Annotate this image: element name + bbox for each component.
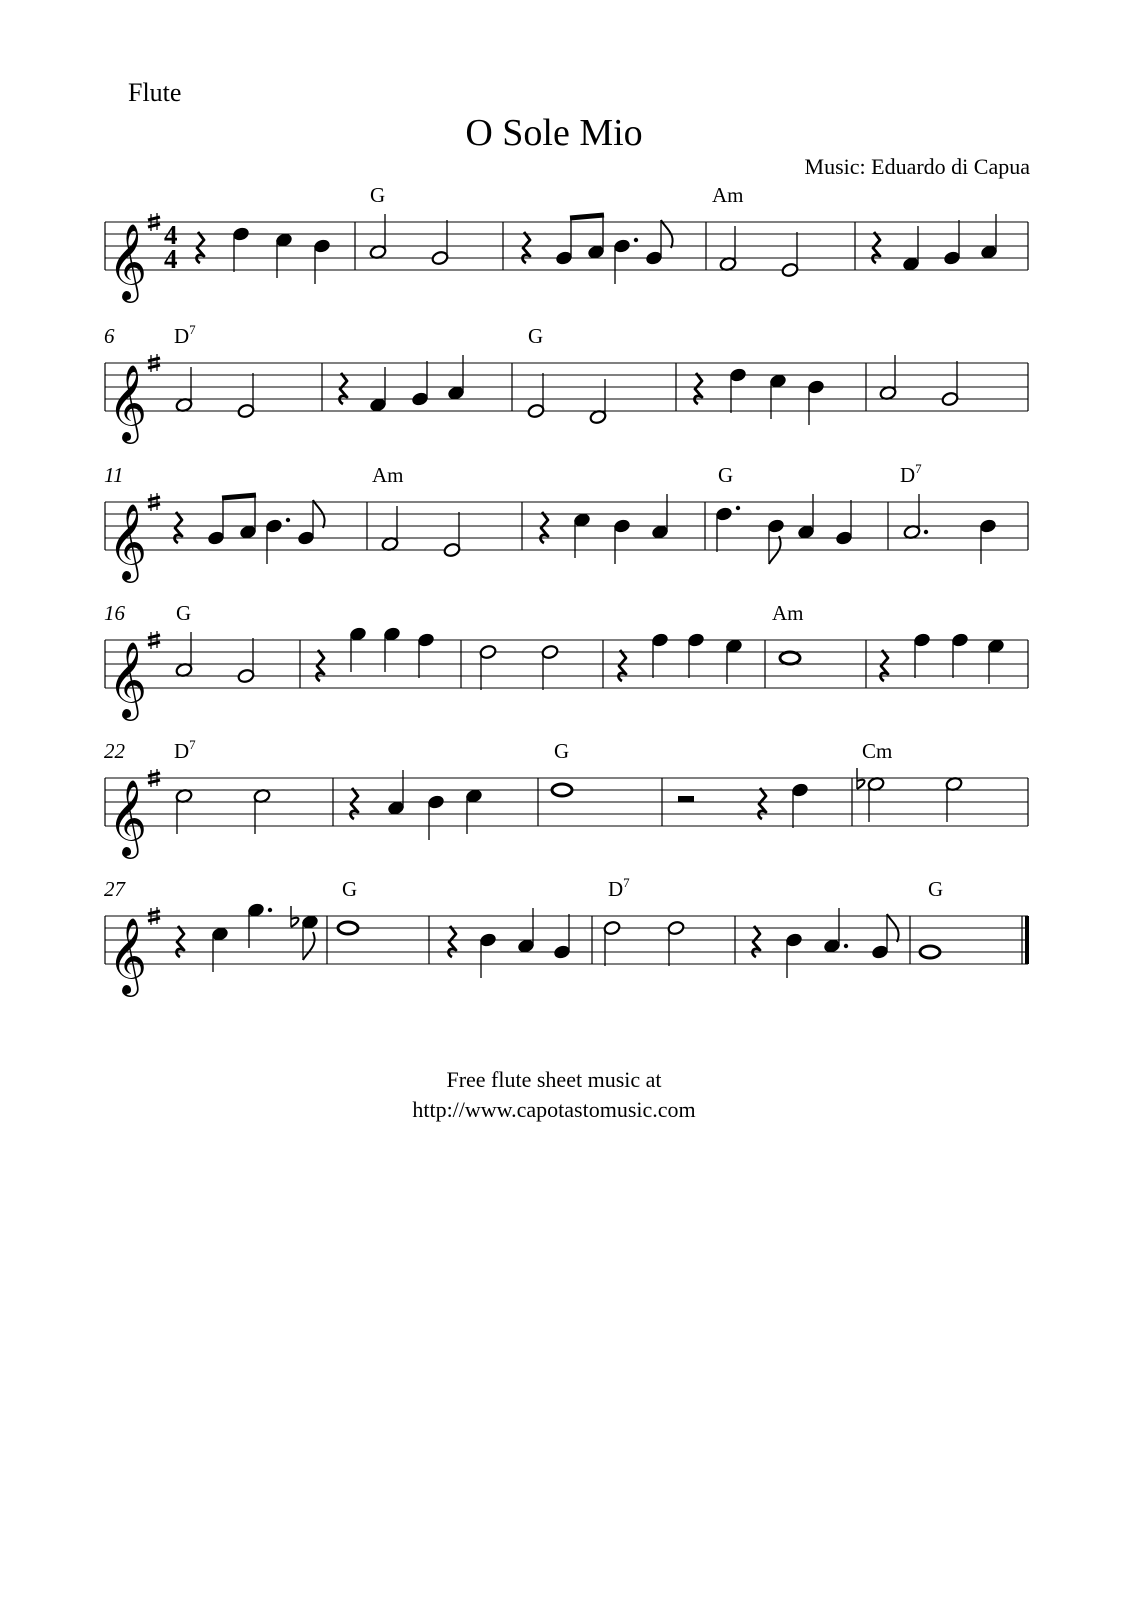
measure-number: 27 [104,877,125,901]
chord-symbol: G [370,183,386,207]
treble-clef-icon [108,641,147,721]
note-head [232,226,250,241]
note-head [237,668,255,683]
note [867,776,885,822]
note [920,946,940,958]
note-head [980,244,998,259]
note [297,500,325,546]
note [645,220,673,266]
note [431,220,449,266]
note [369,214,387,260]
note [175,367,193,413]
chord-symbol: G [928,877,944,901]
note-head [207,530,225,545]
note-head [715,506,733,521]
note [987,638,1005,684]
note-head [313,238,331,253]
note [447,355,465,401]
note-head [902,256,920,271]
note [767,518,785,564]
note [555,250,573,265]
augmentation-dot [736,506,740,510]
note-head [987,638,1005,653]
chord-superscript: 7 [623,875,630,890]
note-head [667,920,685,935]
note-head [645,250,663,265]
chord-symbol: G [718,463,734,487]
note-head [613,238,631,253]
augmentation-dot [634,238,638,242]
note [207,530,225,545]
chord-symbol: $D^7$ [174,737,196,763]
note [781,232,799,278]
note [980,214,998,260]
note-head [951,632,969,647]
note [951,632,969,678]
note-head [555,250,573,265]
measure-number: 16 [104,601,125,625]
note [232,226,250,272]
note [237,638,255,684]
treble-clef-icon [108,223,147,303]
note-head [349,626,367,641]
note-head [338,922,358,934]
note-head [265,518,283,533]
note [301,914,319,960]
note-head [447,385,465,400]
note-flag [303,932,315,960]
note [383,626,401,672]
note-head [651,524,669,539]
instrument-name: Flute [128,78,182,107]
note-head [479,932,497,947]
note [587,244,605,259]
note [573,512,591,558]
note-head [687,632,705,647]
note-head [725,638,743,653]
chord-symbol: Am [772,601,804,625]
note [769,373,787,419]
treble-clef-icon [108,364,147,444]
note-head [941,391,959,406]
note [835,500,853,546]
note [253,788,271,834]
note [175,632,193,678]
note-head [387,800,405,815]
note [945,776,963,822]
note [237,373,255,419]
chord-symbol: G [554,739,570,763]
svg-text:𝄞: 𝄞 [108,503,148,580]
note-head [913,632,931,647]
note-head [920,946,940,958]
note-head [541,644,559,659]
note-head [411,391,429,406]
note-head [297,530,315,545]
note [338,922,358,934]
chord-symbol: G [176,601,192,625]
note-head [427,794,445,809]
note [479,644,497,690]
chord-symbol: $D^7$ [900,461,922,487]
note [527,373,545,419]
note [211,926,229,972]
note [687,632,705,678]
note-head [175,662,193,677]
note [427,794,445,840]
note [313,238,331,284]
note-head [767,518,785,533]
note [903,494,928,540]
note-head [613,518,631,533]
note-head [943,250,961,265]
note-head [807,379,825,394]
chord-superscript: 7 [189,737,196,752]
note [715,506,740,552]
note-head [443,542,461,557]
svg-text:𝄞: 𝄞 [108,364,148,441]
note [175,788,193,834]
note-head [769,373,787,388]
treble-clef-icon [108,917,147,997]
composer-credit: Music: Eduardo di Capua [804,154,1030,179]
note-head [247,902,265,917]
svg-text:𝄞: 𝄞 [108,223,148,300]
note [381,506,399,552]
chord-symbol: $D^7$ [608,875,630,901]
note-head [797,524,815,539]
footer-line-2: http://www.capotastomusic.com [412,1097,696,1122]
staff-system [105,502,1028,550]
time-signature-bottom: 4 [164,244,178,274]
note [613,238,638,284]
chord-symbol: G [342,877,358,901]
note [719,226,737,272]
note [807,379,825,425]
measure-number: 22 [104,739,125,763]
note [265,518,290,564]
chord-superscript: 7 [915,461,922,476]
note [913,632,931,678]
chord-symbol: Am [712,183,744,207]
note [443,512,461,558]
note [791,782,809,828]
footer-note [0,1065,1108,1125]
note-head [253,788,271,803]
note [871,914,899,960]
note [553,914,571,960]
note-head [527,403,545,418]
time-signature-top: 4 [164,220,178,250]
note-head [587,244,605,259]
note-head [871,944,889,959]
note-head [175,397,193,412]
note [417,632,435,678]
svg-text:𝄞: 𝄞 [108,917,148,994]
note-head [823,938,841,953]
augmentation-dot [844,944,848,948]
note-head [553,944,571,959]
note-head [237,403,255,418]
chord-symbol: Cm [862,739,893,763]
chord-symbol: $D^7$ [174,322,196,348]
treble-clef-icon [108,779,147,859]
note [369,367,387,413]
note-head [903,524,921,539]
note [552,784,572,796]
note-head [785,932,803,947]
note-head [552,784,572,796]
note-head [383,626,401,641]
chord-superscript: 7 [189,322,196,337]
note-head [369,244,387,259]
footer-line-1: Free flute sheet music at [446,1067,662,1092]
note [603,920,621,966]
note [247,902,272,948]
note-head [780,652,800,664]
note-head [573,512,591,527]
chord-symbol: Am [372,463,404,487]
note [943,220,961,266]
svg-text:𝄞: 𝄞 [108,641,148,718]
note-head [417,632,435,647]
note [879,355,897,401]
chord-symbol: G [528,324,544,348]
final-barline [1025,916,1029,964]
piece-title: O Sole Mio [465,112,643,154]
note [725,638,743,684]
beam [570,215,604,218]
note-head [781,262,799,277]
note [785,932,803,978]
note [613,518,631,564]
note-head [381,536,399,551]
note-head [729,367,747,382]
note [729,367,747,413]
note [239,524,257,539]
note [667,920,685,966]
note [349,626,367,672]
note-head [879,385,897,400]
note-head [431,250,449,265]
augmentation-dot [268,908,272,912]
note-head [479,644,497,659]
treble-clef-icon [108,503,147,583]
note [941,361,959,407]
note [541,644,559,690]
note-head [239,524,257,539]
note [797,494,815,540]
note [823,908,848,954]
beam [222,495,256,498]
note-head [867,776,885,791]
note [517,908,535,954]
note-head [211,926,229,941]
svg-text:𝄞: 𝄞 [108,779,148,856]
measure-number: 11 [104,463,124,487]
note-head [835,530,853,545]
augmentation-dot [286,518,290,522]
staff-system [105,916,1029,964]
note [979,518,997,564]
note [651,632,669,678]
note [780,652,800,664]
note [589,379,607,425]
note-head [465,788,483,803]
note-head [719,256,737,271]
note-head [275,232,293,247]
note [465,788,483,834]
note-head [603,920,621,935]
note [275,232,293,278]
note-head [791,782,809,797]
note [387,770,405,816]
note [651,494,669,540]
note-head [589,409,607,424]
augmentation-dot [924,530,928,534]
note-head [945,776,963,791]
note-head [517,938,535,953]
note [411,361,429,407]
note-head [369,397,387,412]
note [479,932,497,978]
note-head [979,518,997,533]
measure-number: 6 [104,324,115,348]
note-head [175,788,193,803]
note-head [301,914,319,929]
half-rest-icon [678,796,694,802]
note [902,226,920,272]
note-head [651,632,669,647]
